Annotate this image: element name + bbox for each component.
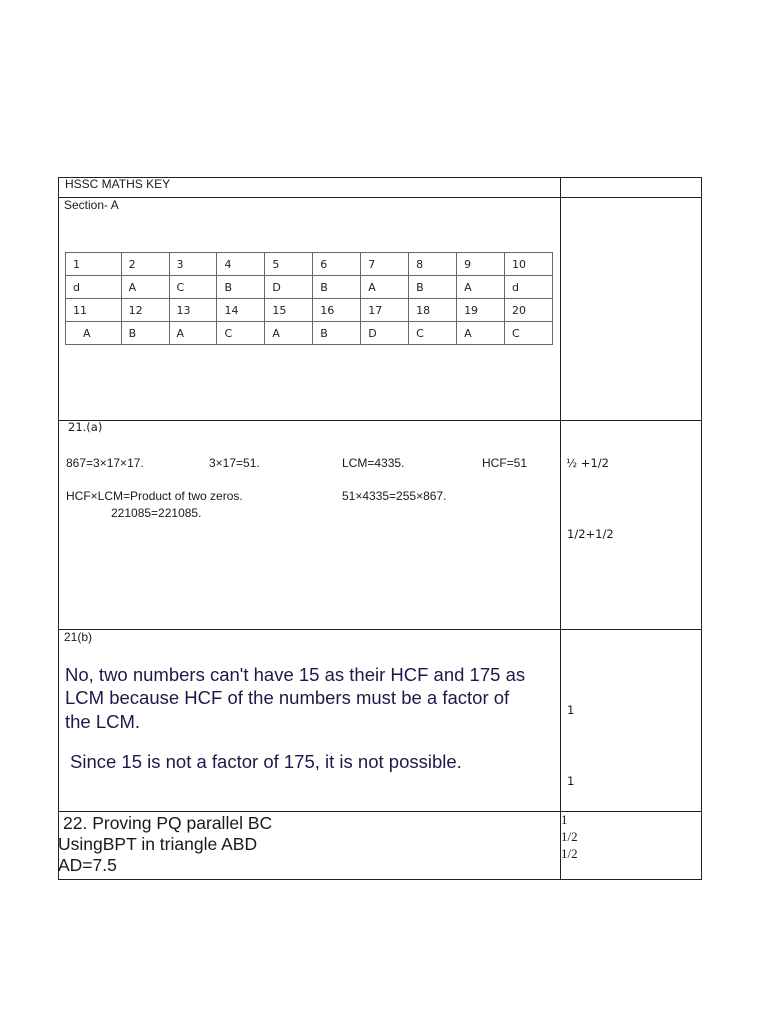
q21b-conclusion: Since 15 is not a factor of 175, it is not possible. (70, 751, 462, 772)
q21a-marks-2: 1/2+1/2 (567, 527, 614, 541)
table-cell: 8 (409, 253, 457, 276)
table-row (66, 253, 553, 276)
q21b-answer-line-1: No, two numbers can't have 15 as their HCF and 175 as (65, 664, 526, 685)
q21b-label: 21(b) (64, 630, 93, 644)
table-cell: A (121, 276, 169, 299)
q21a-marks-1: ½ +1/2 (566, 456, 609, 470)
table-cell: A (457, 322, 505, 345)
table-cell: 20 (504, 299, 552, 322)
table-cell: 11 (66, 299, 122, 322)
table-cell: A (66, 322, 122, 345)
q21a-hcf: HCF=51 (482, 456, 528, 470)
table-cell: C (169, 276, 217, 299)
q21b-answer-line-2: LCM because HCF of the numbers must be a factor of (65, 687, 510, 708)
table-cell: 18 (409, 299, 457, 322)
q21a-result: 221085=221085. (111, 506, 202, 520)
table-cell: d (66, 276, 122, 299)
table-cell: 17 (361, 299, 409, 322)
table-cell: B (313, 322, 361, 345)
q21a-hcf-calc: 3×17=51. (209, 456, 260, 470)
table-cell: B (409, 276, 457, 299)
q22-marks-3: 1/2 (561, 846, 578, 861)
table-cell: 14 (217, 299, 265, 322)
q22-line-1: 22. Proving PQ parallel BC (63, 813, 273, 833)
table-row (66, 276, 553, 299)
table-cell: A (361, 276, 409, 299)
frame-left (58, 177, 59, 880)
q21b-marks-2: 1 (567, 774, 575, 788)
frame-row2-divider (58, 420, 702, 421)
q22-line-2: UsingBPT in triangle ABD (58, 834, 258, 854)
table-cell: B (217, 276, 265, 299)
table-cell: D (265, 276, 313, 299)
table-cell: C (409, 322, 457, 345)
section-a-title: Section- A (64, 198, 119, 212)
answer-key-table (65, 252, 553, 345)
table-cell: D (361, 322, 409, 345)
frame-middle (560, 177, 561, 880)
table-cell: 13 (169, 299, 217, 322)
frame-row3-divider (58, 629, 702, 630)
table-cell: 6 (313, 253, 361, 276)
table-row (66, 322, 553, 345)
table-cell: 12 (121, 299, 169, 322)
table-cell: B (313, 276, 361, 299)
table-cell: 10 (504, 253, 552, 276)
table-cell: C (504, 322, 552, 345)
table-cell: 2 (121, 253, 169, 276)
table-cell: C (217, 322, 265, 345)
table-cell: B (121, 322, 169, 345)
table-cell: 3 (169, 253, 217, 276)
table-cell: 19 (457, 299, 505, 322)
key-title: HSSC MATHS KEY (65, 177, 171, 191)
q21a-factorization: 867=3×17×17. (66, 456, 144, 470)
table-cell: d (504, 276, 552, 299)
q21b-answer-line-3: the LCM. (65, 711, 141, 732)
frame-row1-divider (58, 197, 702, 198)
table-cell: 15 (265, 299, 313, 322)
q21a-label: 21.(a) (68, 420, 103, 434)
table-cell: 1 (66, 253, 122, 276)
table-cell: 4 (217, 253, 265, 276)
frame-bottom (58, 879, 702, 880)
q21a-lcm: LCM=4335. (342, 456, 405, 470)
q21a-product-rule: HCF×LCM=Product of two zeros. (66, 489, 243, 503)
frame-right (701, 177, 702, 880)
q21b-marks-1: 1 (567, 703, 575, 717)
table-cell: 9 (457, 253, 505, 276)
q22-line-3: AD=7.5 (58, 855, 117, 875)
frame-row4-divider (58, 811, 702, 812)
table-cell: A (457, 276, 505, 299)
table-cell: 7 (361, 253, 409, 276)
table-cell: 16 (313, 299, 361, 322)
table-cell: A (169, 322, 217, 345)
table-cell: A (265, 322, 313, 345)
q21a-product-check: 51×4335=255×867. (342, 489, 447, 503)
q22-marks-1: 1 (561, 812, 568, 827)
q22-marks-2: 1/2 (561, 829, 578, 844)
table-row (66, 299, 553, 322)
table-cell: 5 (265, 253, 313, 276)
